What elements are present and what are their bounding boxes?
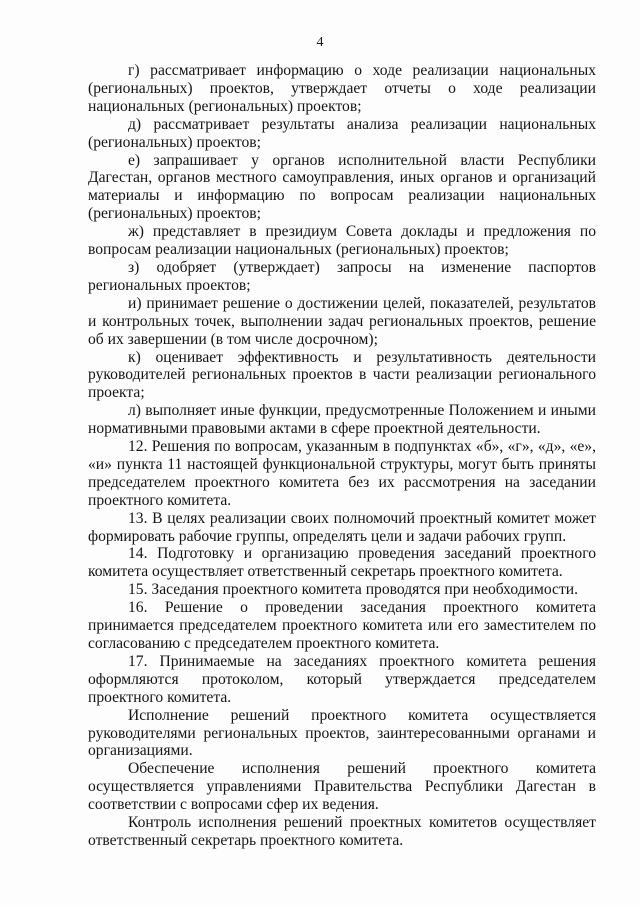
execution-paragraph: Исполнение решений проектного комитета осуществляется руководителями региональных проектов, заинтересованными органами и организациями. [88,706,596,760]
paragraph-d: д) рассматривает результаты анализа реализации национальных (региональных) проектов; [88,115,596,151]
document-body [88,62,596,850]
paragraph-l: л) выполняет иные функции, предусмотренные Положением и иными нормативными правовыми актами в сфере проектной деятельности. [88,402,596,438]
clause-12: 12. Решения по вопросам, указанным в подпунктах «б», «г», «д», «е», «и» пункта 11 настоящей функциональной структуры, могут быть приняты председателем проектного комитета без их рассмотрения на заседании проектного комитета. [88,438,596,509]
paragraph-z: з) одобряет (утверждает) запросы на изменение паспортов региональных проектов; [88,258,596,294]
clause-16: 16. Решение о проведении заседания проектного комитета принимается председателем проектного комитета или его заместителем по согласованию с председателем проектного комитета. [88,599,596,652]
paragraph-e: е) запрашивает у органов исполнительной власти Республики Дагестан, органов местного самоуправления, иных органов и организаций материалы и информацию по вопросам реализации национальных (региональных) проектов; [88,151,596,223]
control-paragraph: Контроль исполнения решений проектных комитетов осуществляет ответственный секретарь проектного комитета. [88,814,596,849]
clause-17: 17. Принимаемые на заседаниях проектного комитета решения оформляются протоколом, который утверждается председателем проектного комитета. [88,652,596,706]
clause-14: 14. Подготовку и организацию проведения заседаний проектного комитета осуществляет ответственный секретарь проектного комитета. [88,545,596,581]
page-number: 4 [316,35,324,50]
paragraph-i: и) принимает решение о достижении целей, показателей, результатов и контрольных точек, выполнении задач региональных проектов, решение об их завершении (в том числе досрочном); [88,294,596,348]
paragraph-zh: ж) представляет в президиум Совета доклады и предложения по вопросам реализации национальных (региональных) проектов; [88,223,596,259]
paragraph-g: г) рассматривает информацию о ходе реализации национальных (региональных) проектов, утверждает отчеты о ходе реализации национальных (региональных) проектов; [88,62,596,115]
paragraph-k: к) оценивает эффективность и результативность деятельности руководителей региональных проектов в части реализации регионального проекта; [88,348,596,402]
support-paragraph: Обеспечение исполнения решений проектного комитета осуществляется управлениями Правительства Республики Дагестан в соответствии с вопросами сфер их ведения. [88,760,596,814]
clause-13: 13. В целях реализации своих полномочий проектный комитет может формировать рабочие группы, определять цели и задачи рабочих групп. [88,509,596,545]
clause-15: 15. Заседания проектного комитета проводятся при необходимости. [128,581,579,599]
